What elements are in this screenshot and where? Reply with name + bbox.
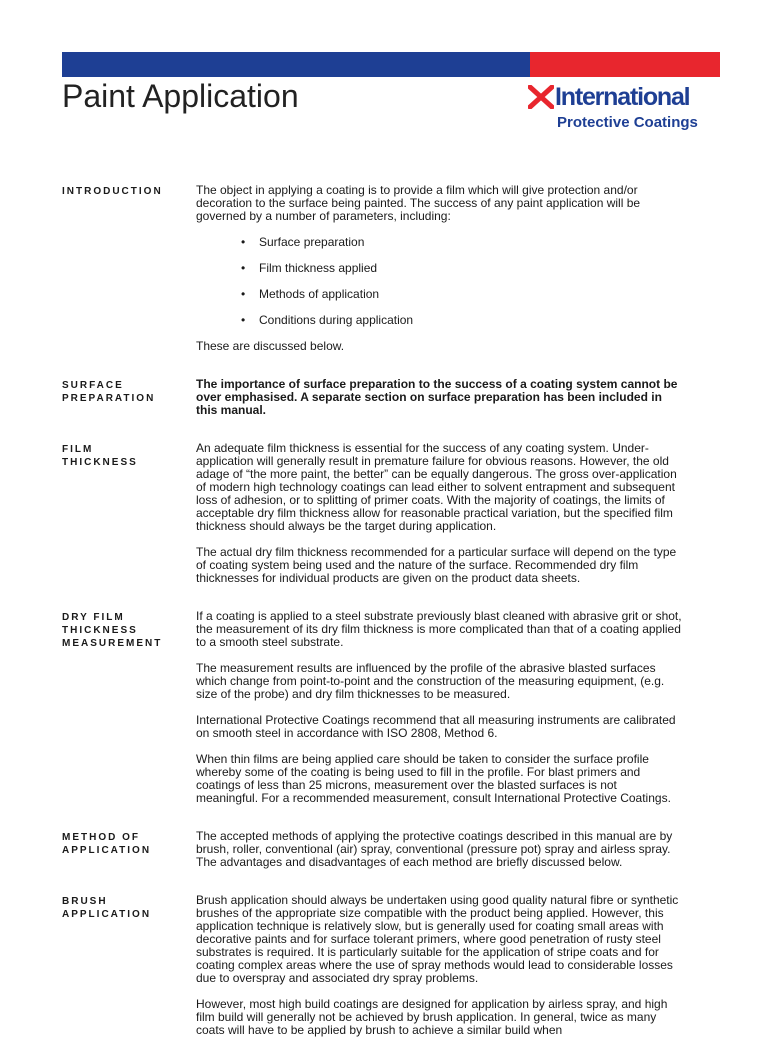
paragraph: However, most high build coatings are designed for application by airless spray, and high film build will generally not be achieved by brush application. In general, twice as many coats will have to be applied by brush to achieve a similar build when <box>196 997 668 1037</box>
page-title: Paint Application <box>62 78 299 114</box>
bullet-icon: • <box>241 287 246 301</box>
bullet-icon: • <box>241 313 246 327</box>
paragraph: If a coating is applied to a steel substrate previously blast cleaned with abrasive grit or shot, the measurement of its dry film thickness is more complicated than that of a coating applied to a smooth steel substrate. <box>196 609 682 649</box>
header-bar-red <box>530 52 720 77</box>
logo-tagline: Protective Coatings <box>557 114 698 131</box>
paragraph: The importance of surface preparation to the success of a coating system cannot be over emphasised. A separate section on surface preparation has been included in this manual. <box>196 377 678 417</box>
list-item-text: Film thickness applied <box>259 261 378 275</box>
paragraph: The object in applying a coating is to provide a film which will give protection and/or decoration to the surface being painted. The success of any paint application will be governed by a number of parameters, including: <box>196 183 641 223</box>
header-color-bar <box>62 52 720 77</box>
section-method-of-application <box>0 830 768 882</box>
bullet-icon: • <box>241 261 246 275</box>
bullet-list <box>196 236 682 327</box>
list-item-text: Surface preparation <box>259 235 365 249</box>
paragraph: Brush application should always be undertaken using good quality natural fibre or synthetic brushes of the appropriate size compatible with the product being applied. However, this application technique is relatively slow, but is generally used for coating small areas with decorative paints and for surface tolerant primers, where good penetration of rusty steel substrates is required. It is particularly suitable for the application of stripe coats and for coating complex areas where the use of spray methods would lead to considerable losses due to overspray and associated dry spray problems. <box>196 893 679 985</box>
company-logo <box>528 84 728 132</box>
list-item <box>241 236 682 249</box>
section-dft-measurement <box>0 610 768 818</box>
section-label: INTRODUCTION <box>62 186 163 197</box>
paragraph: The actual dry film thickness recommended for a particular surface will depend on the type of coating system being used and the nature of the surface. Recommended dry film thicknesses for individual products are given on the product data sheets. <box>196 545 677 585</box>
list-item <box>241 288 682 301</box>
document-body <box>0 184 768 1062</box>
paragraph: International Protective Coatings recommend that all measuring instruments are calibrated on smooth steel in accordance with ISO 2808, Method 6. <box>196 713 676 740</box>
section-label: METHOD OF APPLICATION <box>62 832 152 856</box>
section-introduction <box>0 184 768 366</box>
section-label: FILM THICKNESS <box>62 444 138 468</box>
section-brush-application <box>0 894 768 1050</box>
section-label: BRUSH APPLICATION <box>62 896 152 920</box>
x-mark-icon <box>528 85 554 109</box>
list-item-text: Methods of application <box>259 287 380 301</box>
section-body <box>196 830 682 882</box>
section-surface-preparation <box>0 378 768 430</box>
section-body <box>196 184 682 366</box>
section-body <box>196 610 682 818</box>
section-body <box>196 894 682 1050</box>
section-body <box>196 378 682 430</box>
logo-name: International <box>555 83 690 111</box>
list-item <box>241 262 682 275</box>
paragraph: The measurement results are influenced by the profile of the abrasive blasted surfaces which change from point-to-point and the construction of the measuring equipment, (e.g. size of the probe) and dry film thicknesses to be measured. <box>196 661 665 701</box>
paragraph: The accepted methods of applying the protective coatings described in this manual are by brush, roller, conventional (air) spray, conventional (pressure pot) spray and airless spray. The advantages and disadvantages of each method are briefly discussed below. <box>196 829 673 869</box>
section-body <box>196 442 682 598</box>
paragraph: When thin films are being applied care should be taken to consider the surface profile whereby some of the coating is being used to fill in the profile. For blast primers and coatings of less than 25 microns, measurement over the blasted surfaces is not meaningful. For a recommended measurement, consult International Protective Coatings. <box>196 752 671 805</box>
list-item-text: Conditions during application <box>259 313 414 327</box>
list-item <box>241 314 682 327</box>
section-label: DRY FILM THICKNESS MEASUREMENT <box>62 612 163 649</box>
section-film-thickness <box>0 442 768 598</box>
section-label: SURFACE PREPARATION <box>62 380 156 404</box>
header-bar-blue <box>62 52 530 77</box>
paragraph: These are discussed below. <box>196 339 345 353</box>
bullet-icon: • <box>241 235 246 249</box>
paragraph: An adequate film thickness is essential for the success of any coating system. Under-application will generally result in premature failure for obvious reasons. However, the old adage of “the more paint, the better” can be equally dangerous. The gross over-application of modern high technology coatings can lead either to solvent entrapment and subsequent loss of adhesion, or to splitting of primer coats. With the majority of coatings, the limits of acceptable dry film thickness allow for reasonable practical variation, but the specified film thickness should always be the target during application. <box>196 441 677 533</box>
